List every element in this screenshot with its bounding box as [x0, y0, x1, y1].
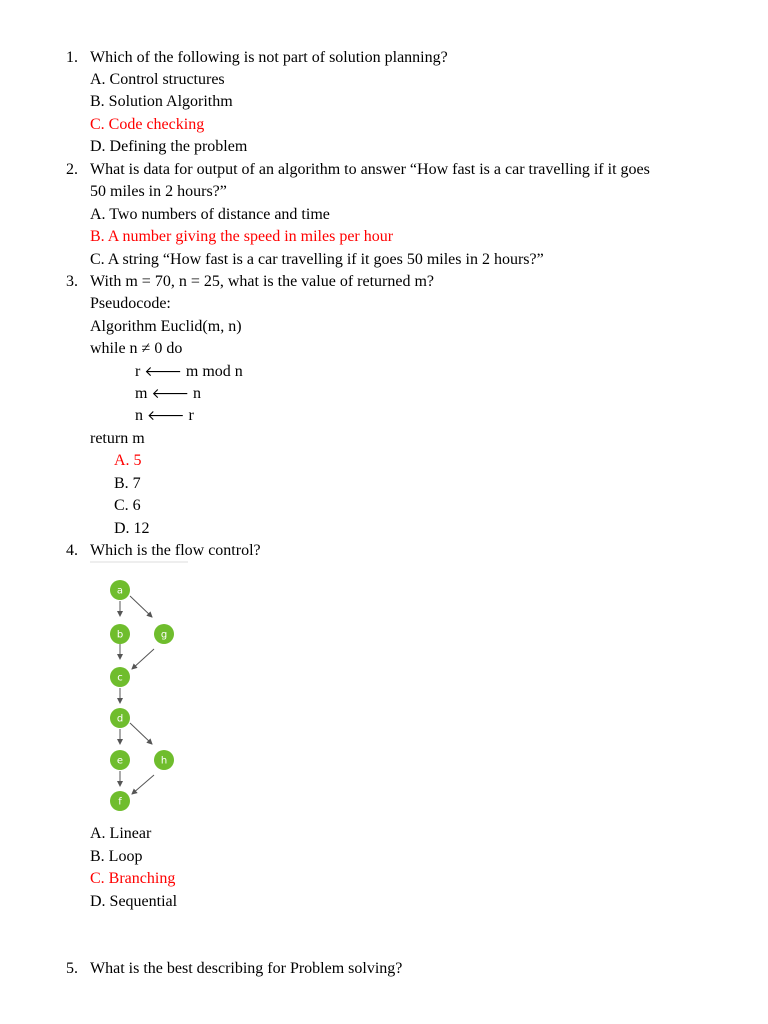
code-var: n — [135, 407, 143, 424]
flow-node-label: c — [117, 672, 123, 684]
q5-text: What is the best describing for Problem solving? — [90, 960, 403, 977]
flow-node-label: b — [116, 629, 124, 641]
flow-node-label: e — [116, 755, 124, 767]
q5-number: 5. — [66, 960, 78, 977]
flow-node-label: d — [116, 713, 124, 725]
flow-node-label: g — [160, 629, 168, 641]
q2-number: 2. — [66, 161, 78, 178]
q3-code-line-r — [135, 361, 243, 383]
flow-node-h — [154, 750, 174, 770]
q3-return-line: return m — [90, 430, 145, 447]
assign-arrow-icon: 🡐 — [151, 386, 189, 402]
q3-pseudocode-label: Pseudocode: — [90, 295, 171, 312]
edge-a-g — [130, 596, 152, 617]
flow-node-g — [154, 624, 174, 644]
diagram-top-border — [90, 561, 188, 563]
q4-number: 4. — [66, 542, 78, 559]
q1-option-a: A. Control structures — [90, 71, 225, 88]
flow-node-e — [110, 750, 130, 770]
q1-option-d: D. Defining the problem — [90, 138, 248, 155]
q2-text-line2: 50 miles in 2 hours?” — [90, 183, 227, 200]
q1-option-c: C. Code checking — [90, 116, 205, 133]
edge-h-f — [132, 775, 154, 794]
q3-option-b: B. 7 — [114, 475, 141, 492]
q3-text: With m = 70, n = 25, what is the value of returned m? — [90, 273, 434, 290]
assign-arrow-icon: 🡐 — [147, 408, 185, 424]
q2-option-c: C. A string “How fast is a car travelling if it goes 50 miles in 2 hours?” — [90, 251, 544, 268]
q3-number: 3. — [66, 273, 78, 290]
code-expr: r — [188, 407, 194, 424]
edge-d-h — [130, 723, 152, 744]
flow-node-a — [110, 580, 130, 600]
q1-text: Which of the following is not part of solution planning? — [90, 49, 448, 66]
q2-text-line1: What is data for output of an algorithm to answer “How fast is a car travelling if it goes — [90, 161, 650, 178]
q2-option-b: B. A number giving the speed in miles per hour — [90, 228, 394, 245]
flow-node-label: h — [160, 755, 168, 767]
flow-node-label: a — [116, 585, 124, 597]
q4-option-b: B. Loop — [90, 848, 143, 865]
q4-option-d: D. Sequential — [90, 893, 178, 910]
flow-node-f — [110, 791, 130, 811]
q2-option-a: A. Two numbers of distance and time — [90, 206, 330, 223]
q3-algorithm-header: Algorithm Euclid(m, n) — [90, 318, 242, 335]
q3-code-line-n — [135, 405, 194, 427]
q1-number: 1. — [66, 49, 78, 66]
q3-option-d: D. 12 — [114, 520, 150, 537]
code-var: r — [135, 363, 141, 380]
flow-node-label: f — [118, 796, 122, 808]
code-var: m — [135, 385, 148, 402]
q1-option-b: B. Solution Algorithm — [90, 93, 233, 110]
code-expr: m mod n — [185, 363, 243, 380]
flow-control-diagram — [90, 561, 190, 811]
flow-node-b — [110, 624, 130, 644]
q3-code-line-m — [135, 383, 201, 405]
q4-option-c: C. Branching — [90, 870, 176, 887]
code-expr: n — [193, 385, 201, 402]
q3-option-a: A. 5 — [114, 452, 142, 469]
assign-arrow-icon: 🡐 — [144, 364, 182, 380]
edge-g-c — [132, 649, 154, 669]
q3-while-line: while n ≠ 0 do — [90, 340, 183, 357]
q4-option-a: A. Linear — [90, 825, 152, 842]
flow-node-d — [110, 708, 130, 728]
q3-option-c: C. 6 — [114, 497, 141, 514]
flow-node-c — [110, 667, 130, 687]
q4-text: Which is the flow control? — [90, 542, 261, 559]
